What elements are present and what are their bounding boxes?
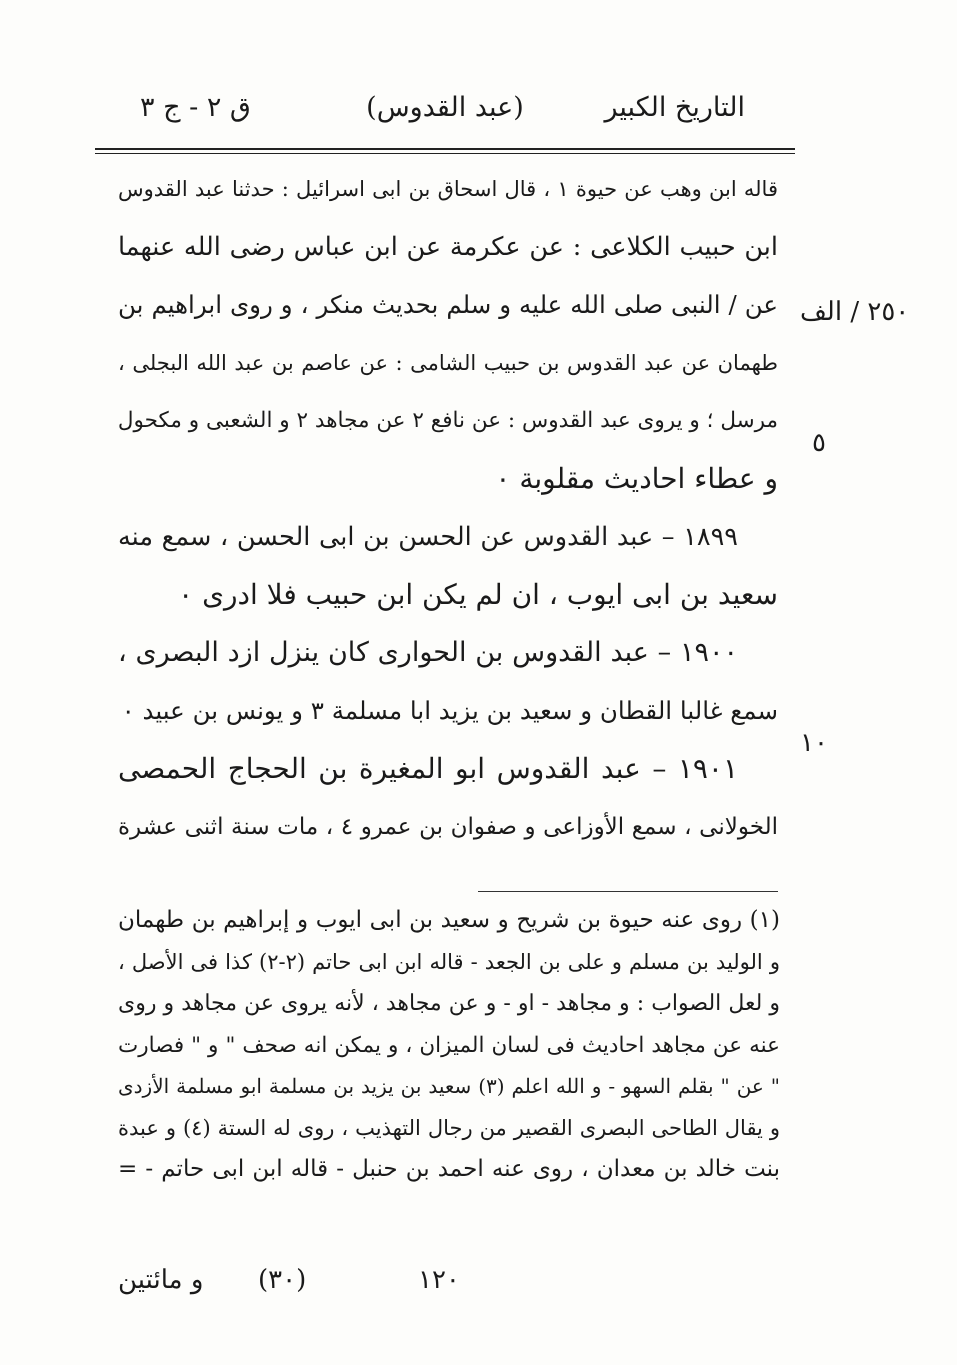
footnote-rule [478, 891, 778, 892]
text-line: طهمان عن عبد القدوس بن حبيب الشامى : عن عاصم بن عبد الله البجلى ، [118, 351, 778, 375]
main-text [118, 160, 778, 856]
footnote-line: عنه عن مجاهد احاديث فى لسان الميزان ، و يمكن انه صحف " و " فصارت [118, 1032, 780, 1058]
entry-1901: ١٩٠١ – عبد القدوس ابو المغيرة بن الحجاج الحمصى [118, 752, 738, 785]
entry-1900: ١٩٠٠ – عبد القدوس بن الحوارى كان ينزل ازد البصرى ، [118, 637, 738, 668]
footnote-line: و يقال الطاحى البصرى القصير من رجال التهذيب ، روى له الستة (٤) و عبدة [118, 1115, 781, 1140]
text-line: سعيد بن ابى ايوب ، ان لم يكن ابن حبيب فلا ادرى ٠ [178, 578, 778, 611]
entry-1899: ١٨٩٩ – عبد القدوس عن الحسن بن ابى الحسن ، سمع منه [118, 522, 738, 552]
catchword: و مائتين [118, 1265, 204, 1295]
footnote-line: بنت خالد بن معدان ، روى عنه احمد بن حنبل - قاله ابن ابى حاتم - = [118, 1156, 780, 1182]
page-footer [118, 1265, 778, 1305]
header-title: التاريخ الكبير [604, 92, 745, 123]
text-line: قاله ابن وهب عن حيوة ١ ، قال اسحاق بن ابى اسرائيل : حدثنا عبد القدوس [118, 177, 778, 201]
header-rule-thick [95, 148, 795, 150]
bracket-number: (٣٠) [258, 1265, 307, 1295]
text-line: مرسل ؛ و يروى عبد القدوس : عن نافع ٢ عن مجاهد ٢ و الشعبى و مكحول [117, 408, 778, 433]
text-line: و عطاء احاديث مقلوبة ٠ [495, 462, 778, 495]
page-number: ١٢٠ [418, 1265, 460, 1295]
footnote-line: " عن " بقلم السهو - و الله اعلم (٣) سعيد بن يزيد بن مسلمة ابو مسلمة الأزدى [118, 1074, 780, 1098]
folio-marker: ٢٥٠ / الف [800, 297, 910, 327]
footnotes [118, 900, 780, 1191]
header-rule-thin [95, 153, 795, 154]
line-number-5: ٥ [812, 428, 826, 458]
footnote-line: و لعل الصواب : و مجاهد - او - و عن مجاهد ، لأنه يروى عن مجاهد و روى [118, 991, 780, 1016]
text-line: ابن حبيب الكلاعى : عن عكرمة عن ابن عباس رضى الله عنهما [118, 232, 778, 262]
text-line: سمع غالبا القطان و سعيد بن يزيد ابا مسلمة ٣ و يونس بن عبيد ٠ [121, 696, 778, 725]
header-section: (عبد القدوس) [366, 92, 524, 123]
header-volume: ق ٢ - ج ٣ [140, 92, 251, 123]
text-line: الخولانى ، سمع الأوزاعى و صفوان بن عمرو ٤ ، مات سنة اثنى عشرة [118, 814, 778, 840]
running-header [95, 92, 795, 142]
text-line: عن / النبى صلى الله عليه و سلم بحديث منكر ، و روى ابراهيم بن [118, 290, 778, 319]
footnote-line: (١) روى عنه حيوة بن شريح و سعيد بن ابى ايوب و إبراهيم بن طهمان [118, 907, 780, 933]
footnote-line: و الوليد بن مسلم و على بن الجعد - قاله ابن ابى حاتم (٢-٢) كذا فى الأصل ، [118, 949, 780, 974]
line-number-10: ١٠ [800, 728, 828, 758]
